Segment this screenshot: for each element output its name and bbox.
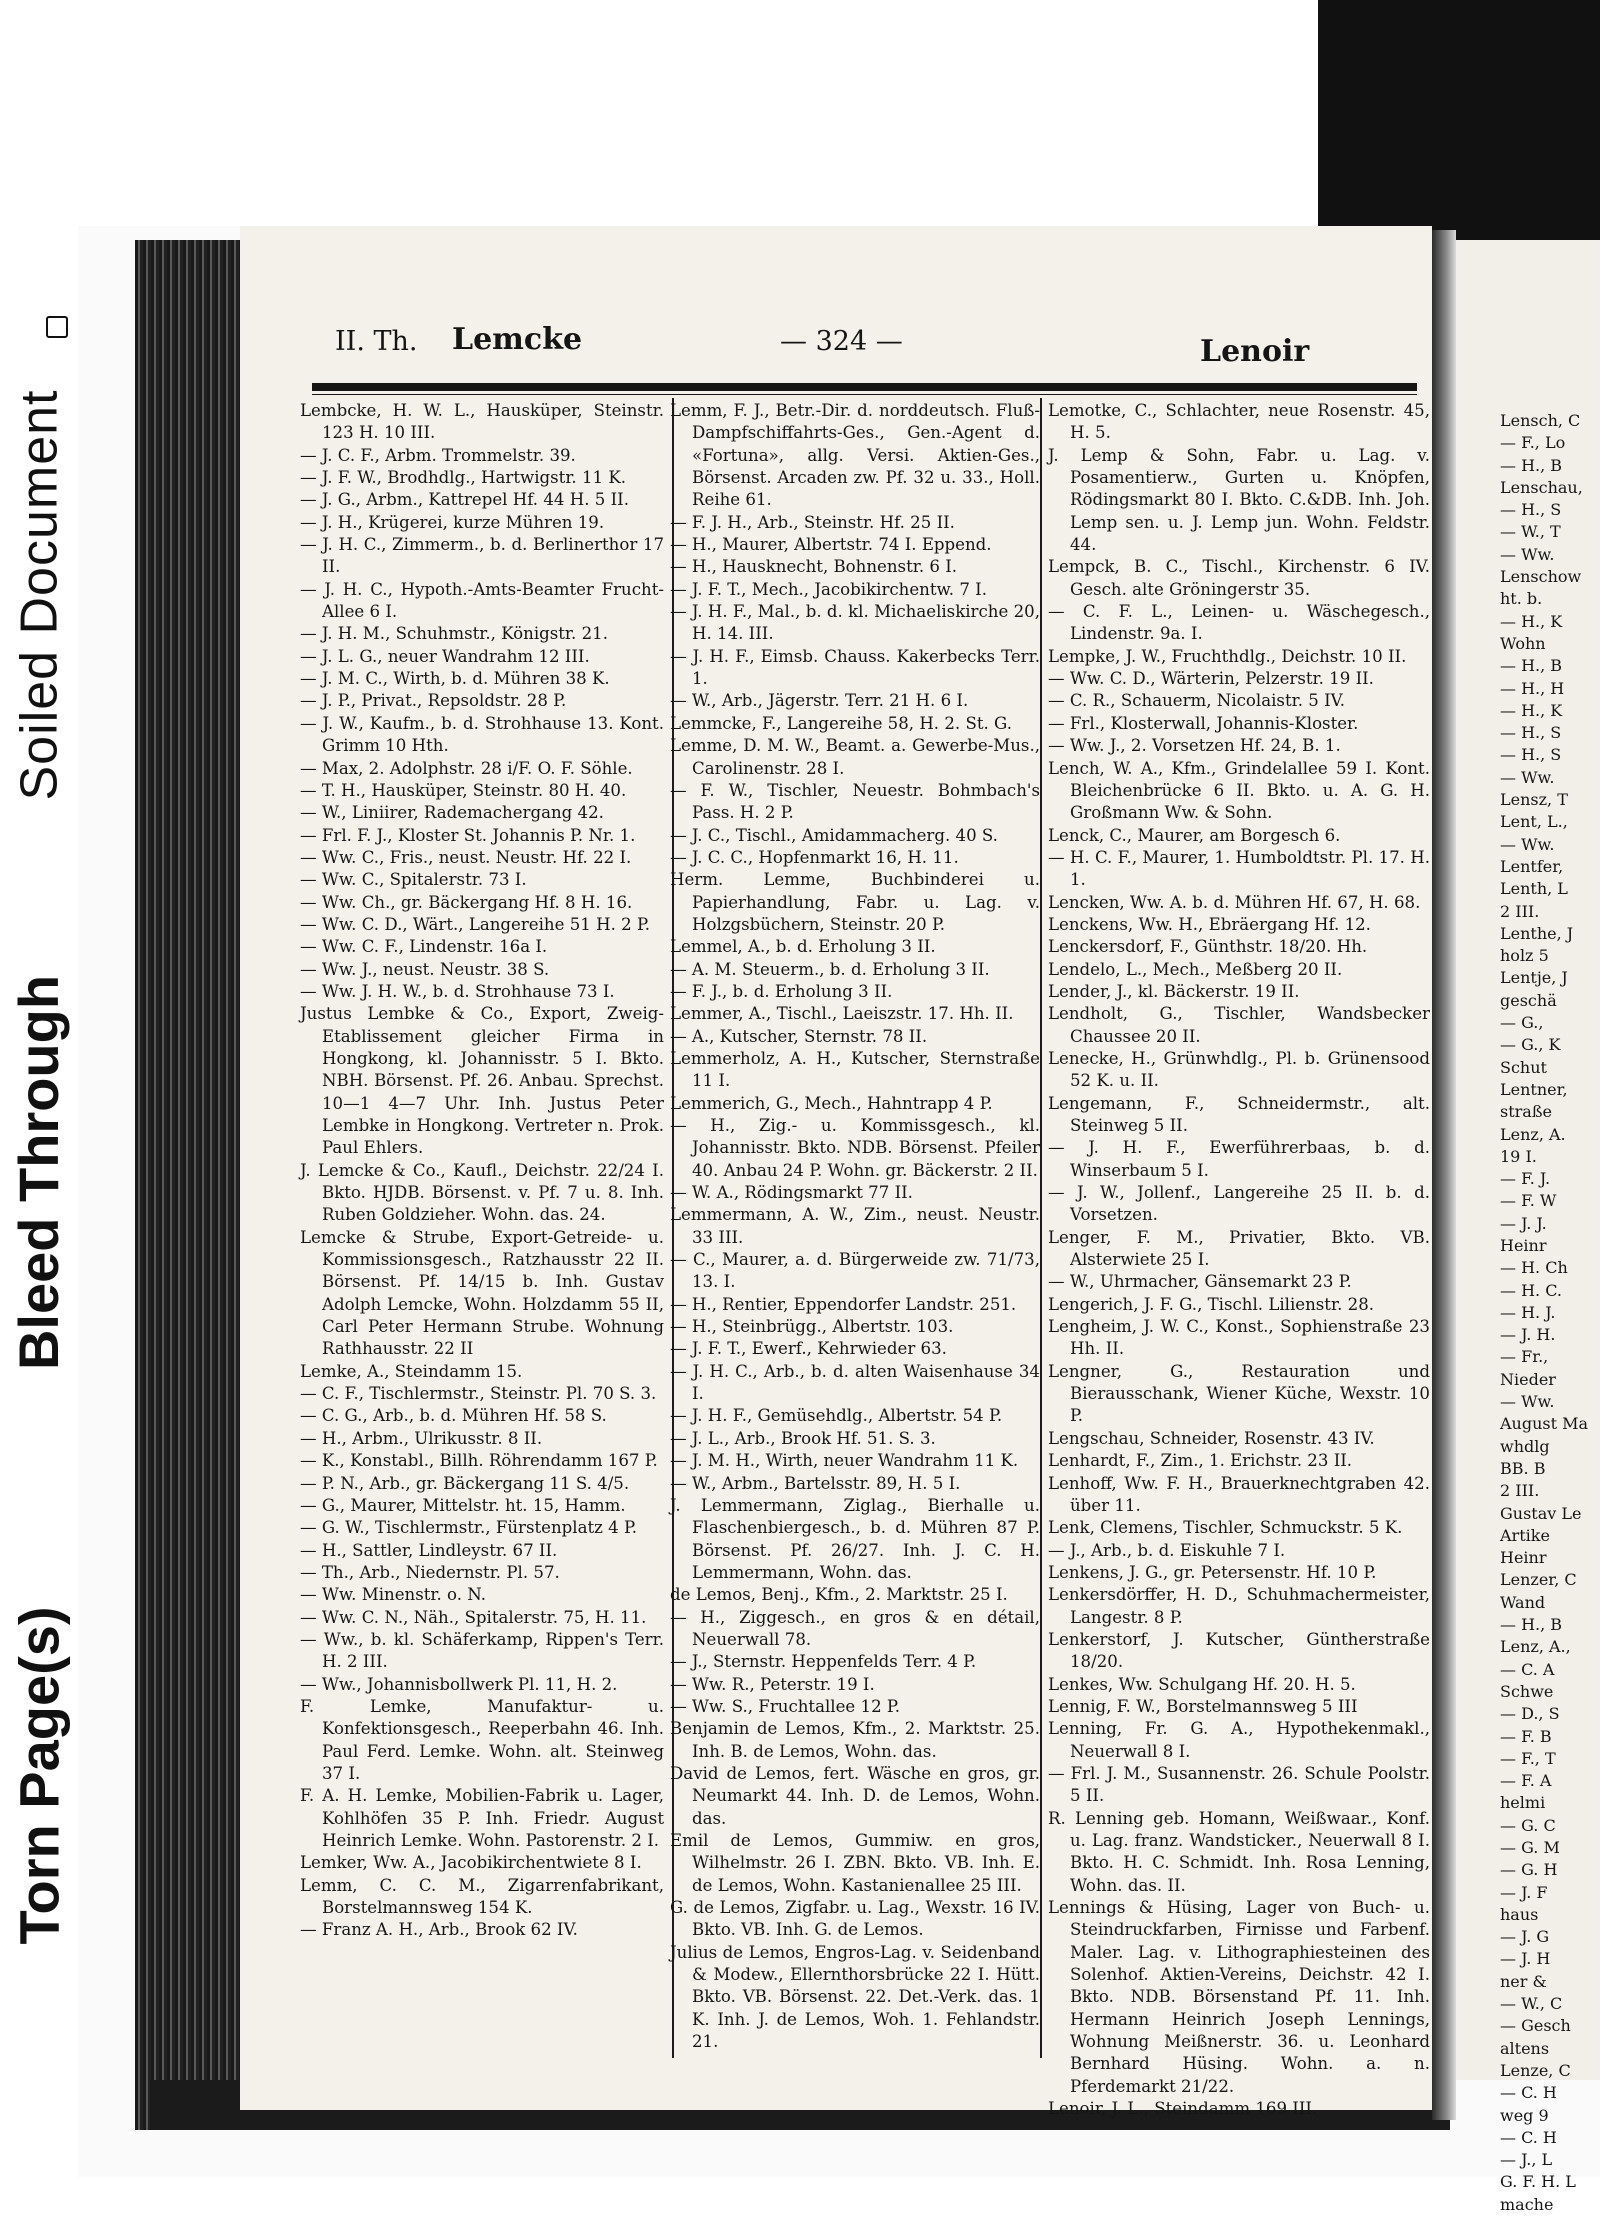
next-page-entry: — G. C [1500,1815,1556,1835]
directory-entry: Lengheim, J. W. C., Konst., Sophienstraße 23 Hh. II. [1048,1317,1430,1359]
next-page-entry: 2 III. [1500,901,1540,921]
directory-entry: — H., Hausknecht, Bohnenstr. 6 I. [670,557,958,577]
next-page-entry: — J. J. [1500,1213,1547,1233]
next-page-entry: — H., K [1500,700,1563,720]
directory-entry: — J. M. C., Wirth, b. d. Mühren 38 K. [300,669,610,689]
directory-entry: Lenkerstorf, J. Kutscher, Güntherstraße 18/20. [1048,1629,1430,1672]
directory-entry: Lemmerich, G., Mech., Hahntrapp 4 P. [670,1093,993,1113]
next-page-entry: Heinr [1500,1548,1547,1568]
next-page-entry: haus [1500,1904,1539,1924]
next-page-entry: Lensch, C [1500,411,1581,430]
directory-entry: Lengner, G., Restauration und Bierausschank, Wiener Küche, Wexstr. 10 P. [1048,1361,1430,1426]
next-page-entry: — Ww. [1500,1392,1555,1412]
header-rule [312,383,1417,391]
directory-entry: — Ww., Johannisbollwerk Pl. 11, H. 2. [300,1674,618,1694]
directory-entry: — H., Steinbrügg., Albertstr. 103. [670,1317,954,1337]
directory-entry: G. de Lemos, Zigfabr. u. Lag., Wexstr. 16 IV. Bkto. VB. Inh. G. de Lemos. [670,1898,1040,1940]
directory-entry: Lemke, A., Steindamm 15. [300,1361,523,1381]
directory-entry: — J. H. C., Arb., b. d. alten Waisenhause 34 I. [670,1361,1040,1404]
directory-entry: — Ww. S., Fruchtallee 12 P. [670,1696,900,1716]
next-page-entry: — C. H [1500,2083,1557,2103]
directory-entry: Lemker, Ww. A., Jacobikirchentwiete 8 I. [300,1853,642,1873]
next-page-entry: — H. C. [1500,1280,1562,1300]
directory-entry: Lemmer, A., Tischl., Laeiszstr. 17. Hh. II. [670,1004,1014,1024]
directory-entry: — H., Ziggesch., en gros & en détail, Neuerwall 78. [670,1607,1040,1649]
directory-entry: — J. H. M., Schuhmstr., Königstr. 21. [300,624,608,644]
directory-entry: de Lemos, Benj., Kfm., 2. Marktstr. 25 I. [670,1585,1008,1605]
directory-entry: J. Lemp & Sohn, Fabr. u. Lag. v. Posamentierw., Gurten u. Knöpfen, Rödingsmarkt 80 I. Bkto. C.&DB. Inh. Joh. Lemp sen. u. J. Lemp jun. Wohn. Feldstr. 44. [1048,445,1430,555]
page-number: — 324 — [780,326,903,357]
next-page-entry: Lent, L., [1500,812,1568,832]
directory-entry: — T. H., Hausküper, Steinstr. 80 H. 40. [300,780,627,800]
directory-entry: Lengerich, J. F. G., Tischl. Lilienstr. 28. [1048,1294,1375,1314]
next-page-entry: — J. H. [1500,1325,1556,1345]
directory-entry: — W., Arbm., Bartelsstr. 89, H. 5 I. [670,1473,961,1493]
next-page-entry: — H., S [1500,500,1562,520]
next-page-entry: whdlg [1500,1436,1550,1456]
next-page-entry: — Ww. [1500,544,1555,564]
next-page-entry: Nieder [1500,1369,1556,1389]
next-page-entry: — J., L [1500,2150,1553,2170]
next-page-entry: — C. A [1500,1659,1555,1679]
next-page-entry: — H., B [1500,656,1563,676]
directory-entry: Lenkersdörffer, H. D., Schuhmachermeister, Langestr. 8 P. [1048,1585,1430,1627]
next-page-entry: Lenth, L [1500,879,1568,899]
directory-column-1 [300,400,668,2060]
directory-entry: Lenckens, Ww. H., Ebräergang Hf. 12. [1048,914,1371,934]
directory-entry: — A. M. Steuerm., b. d. Erholung 3 II. [670,959,990,979]
directory-entry: Lemme, D. M. W., Beamt. a. Gewerbe-Mus., Carolinenstr. 28 I. [670,736,1040,778]
directory-entry: — Ww. C. N., Näh., Spitalerstr. 75, H. 11. [300,1607,647,1627]
directory-entry: Lengemann, F., Schneidermstr., alt. Steinweg 5 II. [1048,1093,1430,1135]
next-page-entry: Lenthe, J [1500,923,1574,943]
directory-entry: Lennings & Hüsing, Lager von Buch- u. Steindruckfarben, Firnisse und Farbenf. Maler. Lag. v. Lithographiesteinen des Solenhof. Aktien-Vereins, Deichstr. 42 I. Bkto. NDB. Börsenstand Pf. 11. Inh. Hermann Heinrich Joseph Lennings, Wohnung Meißnerstr. 36. u. Leonhard Bernhard Hüsing. Wohn. a. n. Pferdemarkt 21/22. [1048,1898,1430,2096]
directory-entry: Herm. Lemme, Buchbinderei u. Papierhandlung, Fabr. u. Lag. v. Holzgsbüchern, Steinstr. 20 P. [670,870,1040,934]
directory-entry: Lennig, F. W., Borstelmannsweg 5 III [1048,1696,1358,1716]
directory-entry: Lemmermann, A. W., Zim., neust. Neustr. 33 III. [670,1205,1040,1247]
next-page-entry: — G., K [1500,1035,1561,1055]
next-page-entry: geschä [1500,990,1557,1010]
next-page-entry: Lenze, C [1500,2060,1571,2080]
next-page-entry: — Gesch [1500,2016,1571,2036]
next-page-entry: — F. A [1500,1771,1552,1791]
directory-entry: Lench, W. A., Kfm., Grindelallee 59 I. Kont. Bleichenbrücke 6 II. Bkto. u. A. G. H. Großmann Ww. & Sohn. [1048,758,1430,823]
next-page-entry: — H., S [1500,723,1562,743]
next-page-entry: Lensz, T [1500,790,1568,810]
directory-entry: — Ww. Ch., gr. Bäckergang Hf. 8 H. 16. [300,892,633,912]
directory-entry: — W., Arb., Jägerstr. Terr. 21 H. 6 I. [670,691,969,711]
directory-entry: — J. H. C., Zimmerm., b. d. Berlinerthor 17 II. [300,535,664,577]
directory-entry: — W., Liniirer, Rademachergang 42. [300,803,604,823]
directory-entry: — A., Kutscher, Sternstr. 78 II. [670,1026,928,1046]
directory-entry: — J. L., Arb., Brook Hf. 51. S. 3. [670,1428,936,1448]
directory-entry: — Ww. J. H. W., b. d. Strohhause 73 I. [300,981,615,1001]
directory-entry: — Frl. J. M., Susannenstr. 26. Schule Poolstr. 5 II. [1048,1763,1430,1806]
directory-entry: — Franz A. H., Arb., Brook 62 IV. [300,1920,578,1940]
directory-entry: — Ww., b. kl. Schäferkamp, Rippen's Terr. H. 2 III. [300,1629,664,1672]
directory-entry: — F. J., b. d. Erholung 3 II. [670,981,893,1001]
directory-entry: — H., Arbm., Ulrikusstr. 8 II. [300,1428,543,1448]
directory-entry: — J. G., Arbm., Kattrepel Hf. 44 H. 5 II. [300,490,629,510]
directory-entry: F. A. H. Lemke, Mobilien-Fabrik u. Lager, Kohlhöfen 35 P. Inh. Friedr. August Heinrich Lemke. Wohn. Pastorenstr. 2 I. [300,1786,664,1850]
next-page-entry: — J. F [1500,1882,1548,1902]
next-page-entry: Lentner, [1500,1079,1568,1099]
book-gutter [1432,230,1456,2120]
next-page-entry: 2 III. [1500,1481,1540,1501]
directory-entry: Lenkes, Ww. Schulgang Hf. 20. H. 5. [1048,1674,1356,1694]
directory-entry: — Max, 2. Adolphstr. 28 i/F. O. F. Söhle. [300,758,633,778]
directory-entry: Lemotke, C., Schlachter, neue Rosenstr. 45, H. 5. [1048,401,1430,443]
directory-entry: — H., Zig.- u. Kommissgesch., kl. Johannisstr. Bkto. NDB. Börsenst. Pfeiler 40. Anbau 24 P. Wohn. gr. Bäckerstr. 2 II. [670,1116,1040,1180]
next-page-entry: — J. G [1500,1927,1550,1947]
next-page-column [1500,410,1620,2216]
next-page-entry: — J. H [1500,1949,1551,1969]
directory-entry: Lemmel, A., b. d. Erholung 3 II. [670,937,936,957]
next-page-entry: Lentfer, [1500,856,1564,876]
next-page-entry: helmi [1500,1793,1546,1813]
next-page-entry: — H., K [1500,611,1563,631]
next-page-entry: — H., H [1500,678,1565,698]
directory-entry: — J. F. T., Ewerf., Kehrwieder 63. [670,1339,947,1359]
next-page-entry: August Ma [1500,1414,1589,1434]
directory-entry: Lengschau, Schneider, Rosenstr. 43 IV. [1048,1428,1375,1448]
torn-pages-label [8,1540,70,2010]
next-page-entry: Lenschau, [1500,477,1583,497]
directory-entry: — J. H. F., Mal., b. d. kl. Michaeliskirche 20, H. 14. III. [670,602,1040,644]
next-page-entry: — Fr., [1500,1347,1549,1367]
next-page-entry: Gustav Le [1500,1503,1582,1523]
next-page-entry: — H., S [1500,745,1562,765]
next-page-entry: weg 9 [1500,2105,1549,2125]
directory-entry: Emil de Lemos, Gummiw. en gros, Wilhelmstr. 26 I. ZBN. Bkto. VB. Inh. E. de Lemos, Wohn. Kastanienallee 25 III. [670,1831,1040,1895]
directory-entry: — J., Arb., b. d. Eiskuhle 7 I. [1048,1540,1286,1560]
next-page-entry: straße [1500,1102,1552,1122]
next-page-entry: — Ww. [1500,834,1555,854]
directory-entry: Lenhardt, F., Zim., 1. Erichstr. 23 II. [1048,1451,1353,1471]
directory-entry: Lendelo, L., Mech., Meßberg 20 II. [1048,959,1343,979]
directory-entry: — Ww. J., 2. Vorsetzen Hf. 24, B. 1. [1048,736,1341,756]
directory-entry: — J. W., Jollenf., Langereihe 25 II. b. d. Vorsetzen. [1048,1183,1430,1225]
column-divider [1040,398,1042,2058]
bleed-through-text: Bleed Through [7,974,71,1371]
directory-entry: Lempck, B. C., Tischl., Kirchenstr. 6 IV. Gesch. alte Gröningerstr 35. [1048,557,1430,599]
directory-entry: — Ww. C. D., Wärterin, Pelzerstr. 19 II. [1048,669,1374,689]
directory-entry: Lempke, J. W., Fruchthdlg., Deichstr. 10 II. [1048,646,1407,666]
directory-entry: — C. R., Schauerm, Nicolaistr. 5 IV. [1048,691,1346,711]
directory-entry: — K., Konstabl., Billh. Röhrendamm 167 P. [300,1451,658,1471]
directory-entry: Justus Lembke & Co., Export, Zweig-Etablissement gleicher Firma in Hongkong, kl. Johannisstr. 5 I. Bkto. NBH. Börsenst. Pf. 26. Anbau. Sprechst. 10—1 4—7 Uhr. Inh. Justus Peter Lembke in Hongkong. Vertreter n. Prok. Paul Ehlers. [300,1004,664,1158]
next-page-entry: — G., [1500,1013,1544,1033]
directory-entry: — Ww. R., Peterstr. 19 I. [670,1674,875,1694]
directory-entry: — Frl., Klosterwall, Johannis-Kloster. [1048,713,1359,733]
directory-entry: — C. G., Arb., b. d. Mühren Hf. 58 S. [300,1406,607,1426]
directory-entry: — J. C. C., Hopfenmarkt 16, H. 11. [670,847,959,867]
directory-entry: — H., Sattler, Lindleystr. 67 II. [300,1540,558,1560]
directory-entry: — Ww. C. D., Wärt., Langereihe 51 H. 2 P. [300,914,651,934]
directory-entry: — J. H. F., Gemüsehdlg., Albertstr. 54 P. [670,1406,1003,1426]
next-page-entry: — G. M [1500,1838,1560,1857]
next-page-entry: ht. b. [1500,589,1543,609]
directory-entry: Lenger, F. M., Privatier, Bkto. VB. Alsterwiete 25 I. [1048,1227,1430,1270]
directory-entry: Lenoir, J. L., Steindamm 169 III. [1048,2099,1318,2119]
directory-entry: — J. H., Krügerei, kurze Mühren 19. [300,512,605,532]
next-page-entry: — H., B [1500,1615,1563,1635]
next-page-entry: Wohn [1500,633,1546,653]
directory-entry: — Ww. C., Fris., neust. Neustr. Hf. 22 I. [300,847,632,867]
directory-entry: — C. F. L., Leinen- u. Wäschegesch., Lindenstr. 9a. I. [1048,602,1430,644]
next-page-entry: — D., S [1500,1704,1560,1724]
book-page-edges [135,240,255,2130]
directory-entry: — J. M. H., Wirth, neuer Wandrahm 11 K. [670,1451,1019,1471]
next-page-entry: BB. B [1500,1458,1546,1478]
next-page-entry: — C. H [1500,2127,1557,2147]
directory-entry: — Ww. J., neust. Neustr. 38 S. [300,959,550,979]
directory-entry: — H., Maurer, Albertstr. 74 I. Eppend. [670,535,992,555]
next-page-entry: — G. H [1500,1860,1558,1880]
directory-entry: — Ww. Minenstr. o. N. [300,1585,487,1605]
directory-entry: Lemmcke, F., Langereihe 58, H. 2. St. G. [670,713,1012,733]
directory-entry: J. Lemcke & Co., Kaufl., Deichstr. 22/24 I. Bkto. HJDB. Börsenst. v. Pf. 7 u. 8. Inh. Ruben Goldzieher. Wohn. das. 24. [300,1160,664,1225]
next-page-entry: 19 I. [1500,1146,1537,1166]
directory-entry: Lenning, Fr. G. A., Hypothekenmakl., Neuerwall 8 I. [1048,1719,1430,1761]
directory-entry: — G. W., Tischlermstr., Fürstenplatz 4 P. [300,1518,638,1538]
header-first-name: Lemcke [452,322,583,357]
directory-entry: — J. H. C., Hypoth.-Amts-Beamter Frucht-Allee 6 I. [300,579,664,622]
next-page-entry: Lentje, J [1500,968,1568,988]
next-page-entry: Wand [1500,1592,1546,1612]
next-page-fragment [1456,240,1600,2214]
directory-entry: — H. C. F., Maurer, 1. Humboldtstr. Pl. 17. H. 1. [1048,847,1430,890]
directory-entry: Lendholt, G., Tischler, Wandsbecker Chaussee 20 II. [1048,1004,1430,1046]
directory-entry: — Ww. C. F., Lindenstr. 16a I. [300,937,548,957]
directory-entry: Lenckersdorf, F., Günthstr. 18/20. Hh. [1048,937,1368,957]
next-page-entry: — H. J. [1500,1302,1556,1322]
torn-pages-text: Torn Page(s) [7,1605,71,1945]
directory-entry: — F. W., Tischler, Neuestr. Bohmbach's Pass. H. 2 P. [670,780,1040,823]
directory-entry: R. Lenning geb. Homann, Weißwaar., Konf. u. Lag. franz. Wandsticker., Neuerwall 8 I. Bkto. H. C. Schmidt. Inh. Rosa Lenning, Wohn. das. II. [1048,1808,1430,1895]
directory-entry: — J. H. F., Eimsb. Chauss. Kakerbecks Terr. 1. [670,646,1040,689]
scan-warning-strip [0,0,78,2177]
next-page-entry: Artike [1500,1525,1550,1545]
directory-column-2 [670,400,1040,2060]
directory-entry: J. Lemmermann, Ziglag., Bierhalle u. Flaschenbiergesch., b. d. Mühren 87 P. Börsenst. Pf. 26/27. Inh. J. C. H. Lemmermann, Wohn. das. [670,1495,1040,1582]
directory-entry: — J. W., Kaufm., b. d. Strohhause 13. Kont. Grimm 10 Hth. [300,713,664,756]
next-page-entry: — F. B [1500,1726,1552,1746]
next-page-entry: — H., B [1500,455,1563,475]
directory-entry: — J., Sternstr. Heppenfelds Terr. 4 P. [670,1652,977,1672]
directory-entry: — J. H. F., Ewerführerbaas, b. d. Winserbaum 5 I. [1048,1138,1430,1180]
directory-entry: Lender, J., kl. Bäckerstr. 19 II. [1048,981,1300,1001]
directory-entry: — C., Maurer, a. d. Bürgerweide zw. 71/73, 13. I. [670,1250,1040,1292]
directory-entry: — J. L. G., neuer Wandrahm 12 III. [300,646,590,666]
header-last-name: Lenoir [1200,334,1310,369]
next-page-entry: Lenzer, C [1500,1570,1577,1590]
directory-entry: — Frl. F. J., Kloster St. Johannis P. Nr. 1. [300,825,636,845]
next-page-entry: Heinr [1500,1235,1547,1255]
directory-entry: Julius de Lemos, Engros-Lag. v. Seidenband & Modew., Ellernthorsbrücke 22 I. Hütt. Bkto. VB. Börsenst. 22. Det.-Verk. das. 1 K. Inh. J. de Lemos, Woh. 1. Fehlandstr. 21. [670,1942,1040,2052]
directory-entry: — J. C., Tischl., Amidammacherg. 40 S. [670,825,998,845]
scan-top-margin [78,0,1318,226]
directory-entry: Lemmerholz, A. H., Kutscher, Sternstraße 11 I. [670,1048,1040,1091]
directory-entry: Lenck, C., Maurer, am Borgesch 6. [1048,825,1341,845]
directory-entry: — P. N., Arb., gr. Bäckergang 11 S. 4/5. [300,1473,630,1493]
next-page-entry: mache [1500,2194,1554,2214]
next-page-entry: Lenz, A. [1500,1124,1566,1144]
next-page-entry: holz 5 [1500,946,1549,966]
directory-entry: Lemm, C. C. M., Zigarrenfabrikant, Borstelmannsweg 154 K. [300,1875,664,1918]
next-page-entry: altens [1500,2038,1550,2058]
next-page-entry: — W., C [1500,1994,1563,2014]
directory-entry: — H., Rentier, Eppendorfer Landstr. 251. [670,1294,1017,1314]
directory-entry: Benjamin de Lemos, Kfm., 2. Marktstr. 25. Inh. B. de Lemos, Wohn. das. [670,1719,1040,1761]
soiled-document-label [8,300,70,890]
next-page-entry: — F., Lo [1500,433,1566,453]
next-page-entry: ner & [1500,1971,1547,1991]
header-part: II. Th. [335,326,418,357]
directory-entry: — W. A., Rödingsmarkt 77 II. [670,1183,913,1203]
directory-entry: Lenecke, H., Grünwhdlg., Pl. b. Grünensood 52 K. u. II. [1048,1048,1430,1091]
directory-entry: — J. F. T., Mech., Jacobikirchentw. 7 I. [670,579,987,599]
directory-entry: Lenhoff, Ww. F. H., Brauerknechtgraben 42. über 11. [1048,1473,1430,1515]
next-page-entry: Lenz, A., [1500,1637,1571,1657]
next-page-entry: — F. J. [1500,1169,1551,1189]
next-page-entry: G. F. H. L [1500,2172,1576,2192]
directory-entry: — Th., Arb., Niedernstr. Pl. 57. [300,1562,560,1582]
next-page-entry: — H. Ch [1500,1258,1568,1278]
directory-entry: — F. J. H., Arb., Steinstr. Hf. 25 II. [670,512,955,532]
directory-column-3 [1048,400,1430,2119]
next-page-entry: — F. W [1500,1191,1557,1211]
directory-entry: Lenk, Clemens, Tischler, Schmuckstr. 5 K. [1048,1518,1403,1538]
next-page-entry: Schut [1500,1057,1547,1077]
page-flag-icon [46,316,68,338]
header-rule-thin [312,394,1417,395]
next-page-entry: — W., T [1500,522,1561,542]
directory-entry: — C. F., Tischlermstr., Steinstr. Pl. 70 S. 3. [300,1384,657,1404]
scan-dark-corner [1318,0,1600,240]
directory-entry: F. Lemke, Manufaktur- u. Konfektionsgesch., Reeperbahn 46. Inh. Paul Ferd. Lemke. Wohn. alt. Steinweg 37 I. [300,1696,664,1783]
directory-entry: — J. C. F., Arbm. Trommelstr. 39. [300,445,576,465]
next-page-entry: — Ww. [1500,767,1555,787]
directory-entry: — G., Maurer, Mittelstr. ht. 15, Hamm. [300,1495,626,1515]
bleed-through-label [8,905,70,1440]
next-page-entry: — F., T [1500,1748,1556,1768]
next-page-entry: Lenschow [1500,567,1582,587]
directory-entry: — W., Uhrmacher, Gänsemarkt 23 P. [1048,1272,1352,1292]
directory-entry: — J. P., Privat., Repsoldstr. 28 P. [300,691,567,711]
directory-entry: Lemcke & Strube, Export-Getreide- u. Kommissionsgesch., Ratzhausstr 22 II. Börsenst. Pf. 14/15 b. Inh. Gustav Adolph Lemcke, Wohn. Holzdamm 55 II, Carl Peter Hermann Strube. Wohnung Rathhausstr. 22 II [300,1227,664,1359]
directory-entry: Lencken, Ww. A. b. d. Mühren Hf. 67, H. 68. [1048,892,1421,912]
directory-entry: Lemm, F. J., Betr.-Dir. d. norddeutsch. Fluß-Dampfschiffahrts-Ges., Gen.-Agent d. «Fortuna», allg. Versi. Aktien-Ges., Börsenst. Arcaden zw. Pf. 32 u. 33., Holl. Reihe 61. [670,401,1040,510]
directory-entry: — J. F. W., Brodhdlg., Hartwigstr. 11 K. [300,468,627,488]
directory-entry: David de Lemos, fert. Wäsche en gros, gr. Neumarkt 44. Inh. D. de Lemos, Wohn. das. [670,1763,1040,1828]
directory-entry: Lembcke, H. W. L., Hausküper, Steinstr. 123 H. 10 III. [300,401,664,443]
directory-entry: — Ww. C., Spitalerstr. 73 I. [300,870,527,890]
next-page-entry: Schwe [1500,1681,1554,1701]
soiled-document-text: Soiled Document [10,389,68,801]
directory-entry: Lenkens, J. G., gr. Petersenstr. Hf. 10 P. [1048,1562,1377,1582]
